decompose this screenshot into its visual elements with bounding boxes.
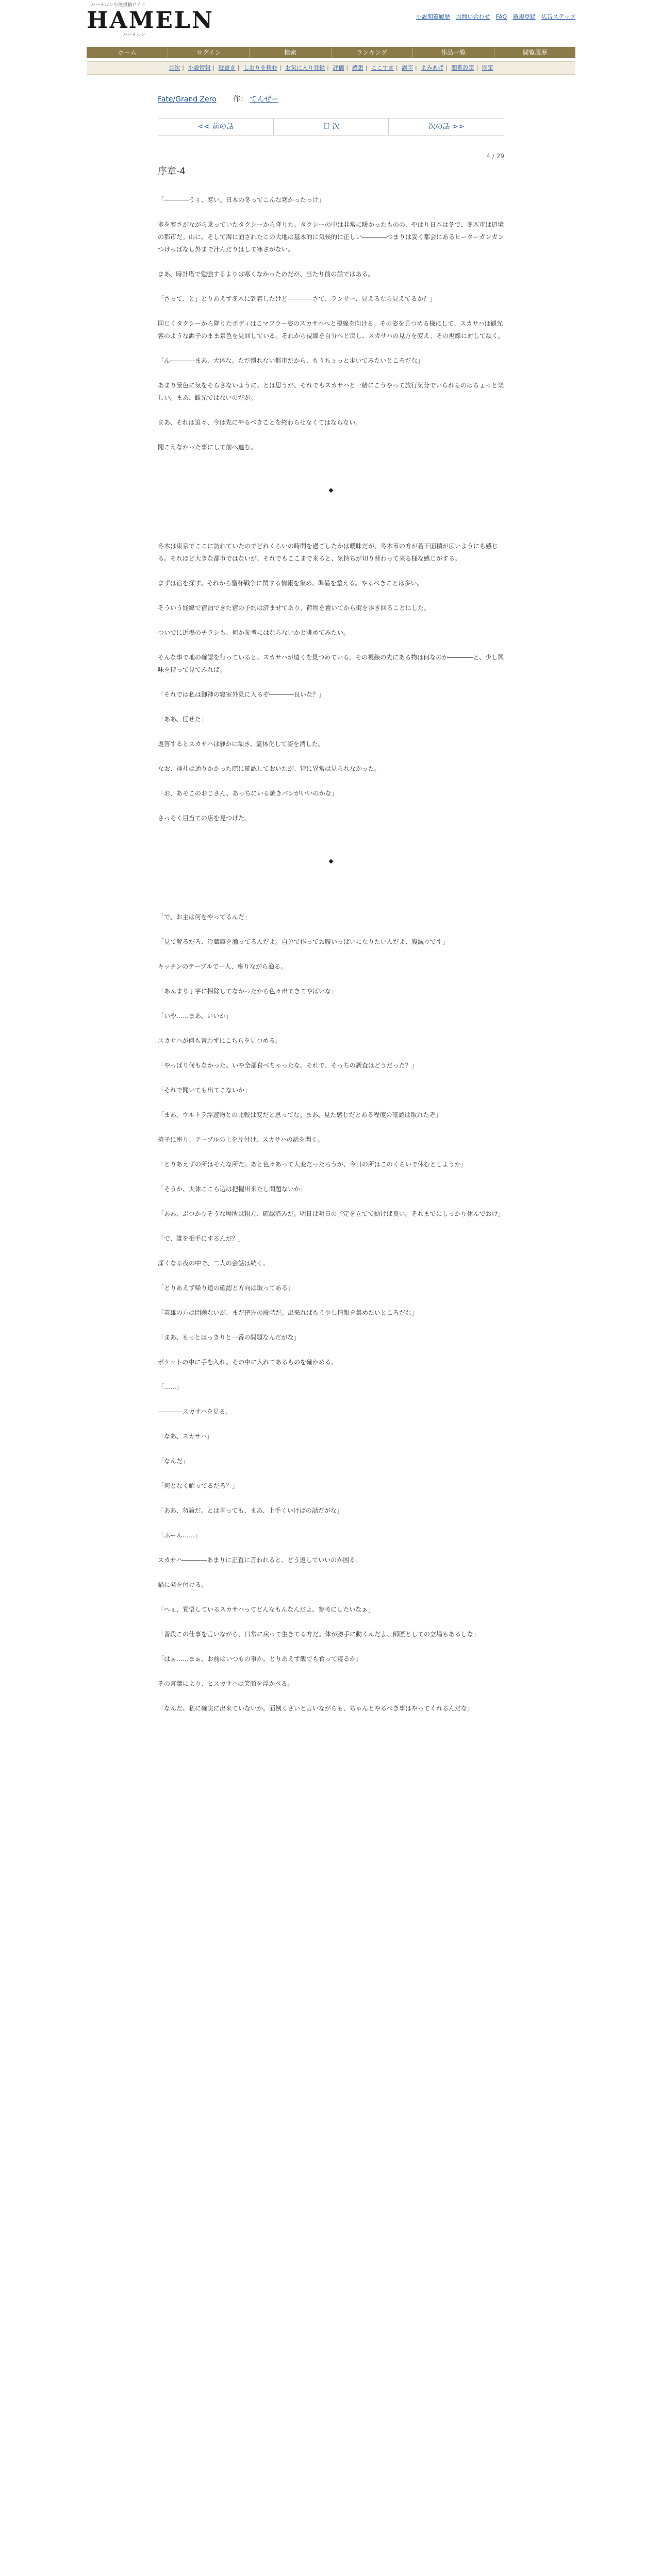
- top-link-ads[interactable]: 広告ステップ: [541, 13, 575, 20]
- sub-toc[interactable]: 目次: [169, 64, 180, 71]
- body-paragraph: 「ふーん……」: [158, 1532, 202, 1539]
- novel-header: [158, 94, 504, 104]
- top-links: [412, 12, 575, 21]
- author-link[interactable]: てんぜー: [250, 95, 279, 104]
- sub-bookmark[interactable]: しおりを挟む: [243, 64, 277, 71]
- page-count: 4 / 29: [486, 152, 504, 160]
- body-paragraph: キッチンのテーブルで一人、座りながら漁る。: [158, 963, 287, 970]
- main-nav: [87, 47, 575, 58]
- section-divider: ◆: [328, 486, 334, 494]
- body-paragraph: 「さって、と」とりあえず冬木に到着したけど――――さて、ランサー、見えるなら見えてるか？」: [158, 295, 436, 302]
- body-paragraph: 「それでは私は御神の寝室外見に入るぞ――――良いな？」: [158, 691, 325, 698]
- nav-ranking[interactable]: ランキング: [332, 47, 413, 58]
- body-paragraph: なお、神社は通りかかった際に確認しておいたが、特に異常は見られなかった。: [158, 765, 381, 772]
- body-paragraph: ついでに近場のチラシも、何か参考にはならないかと眺めてみたい。: [158, 629, 350, 636]
- body-paragraph: 「ああ、勿論だ。とは言っても、まあ、上手くいけばの話だがな」: [158, 1507, 343, 1514]
- next-chapter-button[interactable]: 次の話 >>: [428, 123, 465, 131]
- nav-login[interactable]: ログイン: [168, 47, 250, 58]
- body-paragraph: 深くなる夜の中で、二人の会話は続く。: [158, 1260, 269, 1267]
- chapter-body: [158, 194, 504, 1727]
- body-paragraph: 「まあ、もっとはっきりと一番の問題なんだがな」: [158, 1334, 300, 1341]
- body-paragraph: あまり景色に気をそらさないように、とは思うが、それでもスカサハと一緒にこうやって旅行気分でいられるのはちょっと楽しい。まあ、観光ではないのだが。: [158, 382, 504, 401]
- logo-subtitle: ハーメルン小説投稿サイト: [91, 3, 146, 8]
- body-paragraph: 「あんまり丁寧に掃除してなかったから色々出てきてやばいな」: [158, 988, 338, 995]
- body-paragraph: 冬木は東京でここに訪れていたのでどれくらいの時間を過ごしたかは曖昧だが、冬木市の方が若干面積が広いようにも感じる。それほど大きな都市ではないが、それでもここまで来ると、気持ちが切り替わって来る様な感じがする。: [158, 543, 499, 562]
- site-header: [0, 0, 662, 43]
- chapter-pager: [158, 118, 504, 135]
- sub-comment[interactable]: 感想: [352, 64, 363, 71]
- sub-typo[interactable]: 誤字: [402, 64, 413, 71]
- body-paragraph: 「ああ、ぶつかりそうな場所は粗方、確認済みだ。明日は明日の予定を立てて動けば良い。それまでにしっかり休んでおけ」: [158, 1210, 504, 1217]
- body-paragraph: スカサハが何も言わずにこちらを見つめる。: [158, 1037, 282, 1044]
- sub-nav: 目次 | 小説情報 | 縦書き | しおりを挟む | お気に入り登録 | 評価 | 感想 | ここすき | 誤字 | よみあげ | 閲覧設定 | 固定: [87, 61, 575, 75]
- body-paragraph: 椅子に座り、テーブルの上を片付け、スカサハの話を聞く。: [158, 1136, 324, 1143]
- body-paragraph: 「英雄の方は問題ないが、まだ把握の段階だ。出来ればもう少し情報を集めたいところだな」: [158, 1309, 418, 1316]
- toc-button[interactable]: 目 次: [274, 118, 389, 135]
- sub-settings[interactable]: 閲覧設定: [451, 64, 474, 71]
- nav-home[interactable]: ホーム: [87, 47, 168, 58]
- chapter-title: 序章-4: [158, 166, 186, 177]
- body-paragraph: 「そうか、大体ここら辺は把握出来たし問題ないか」: [158, 1185, 307, 1193]
- sub-vertical[interactable]: 縦書き: [218, 64, 236, 71]
- body-paragraph: 「それで聞いても出てこないか」: [158, 1087, 251, 1094]
- body-paragraph: 「ん――――まあ、大体な。ただ慣れない都市だから、もうちょっと歩いてみたいところだな」: [158, 357, 424, 364]
- body-paragraph: 「……」: [158, 1383, 183, 1391]
- body-paragraph: その言葉により、ヒスカサハは笑顔を浮かべる。: [158, 1680, 294, 1687]
- body-paragraph: 「やっぱり何もなかった。いや全部食べちゃったな。それで、そっちの調査はどうだった？」: [158, 1062, 418, 1069]
- novel-title[interactable]: Fate/Grand Zero: [158, 95, 217, 104]
- nav-history[interactable]: 閲覧履歴: [522, 49, 548, 56]
- body-paragraph: 「へぇ、覚悟しているスカサハってどんなもんなんだよ。参考にしたいなぁ」: [158, 1606, 374, 1613]
- logo-tagline: ハーメルン: [123, 32, 146, 38]
- top-link-contact[interactable]: お問い合わせ: [456, 13, 490, 20]
- section-divider: ◆: [328, 857, 334, 865]
- body-paragraph: そんな事で地の確認を行っていると、スカサハが遠くを見つめている。その視線の先にある物は何なのか――――と、少し興味を持って見てみれば。: [158, 654, 504, 673]
- body-paragraph: 「で、お主は何をやってるんだ」: [158, 913, 251, 921]
- top-link-history[interactable]: 小説閲覧履歴: [416, 13, 450, 20]
- body-paragraph: そういう経緯で宿泊できた宿の予約は済ませてあり、荷物を置いてから街を歩き回ることにした。: [158, 604, 431, 612]
- body-paragraph: ポケットの中に手を入れ、その中に入れてあるものを確かめる。: [158, 1359, 338, 1366]
- body-paragraph: 鍋に発を付ける。: [158, 1581, 208, 1588]
- top-link-register[interactable]: 新規登録: [512, 13, 536, 20]
- prev-chapter-button[interactable]: << 前の話: [158, 118, 274, 135]
- body-paragraph: 「はぁ……まぁ、お前はいつもの事か。とりあえず飯でも食って寝るか」: [158, 1655, 362, 1663]
- sub-rate[interactable]: 評価: [333, 64, 344, 71]
- body-paragraph: 「普段この仕事を言いながら、日常に戻って生きてる方だ。体が勝手に動くんだよ、師匠としての立場もあるしな」: [158, 1631, 480, 1638]
- body-paragraph: 「まあ、ウルトラ浮遊物との比較は変だと思ってな。まあ、見た感じだとある程度の確認は取れたぞ」: [158, 1111, 442, 1118]
- body-paragraph: 聞こえなかった事にして前へ進む。: [158, 444, 257, 451]
- author-label: 作：: [233, 95, 248, 104]
- body-paragraph: 「何となく解ってるだろ？」: [158, 1482, 239, 1489]
- nav-works[interactable]: 作品一覧: [413, 47, 494, 58]
- body-paragraph: 「なあ、スカサハ」: [158, 1433, 213, 1440]
- nav-search[interactable]: 検索: [250, 47, 331, 58]
- sub-fix[interactable]: 固定: [482, 64, 493, 71]
- body-paragraph: スカサハ――――あまりに正直に言われると、どう返していいのか困る。: [158, 1556, 362, 1564]
- body-paragraph: 「なんだ」: [158, 1458, 189, 1465]
- body-paragraph: 「いや……まあ、いいか」: [158, 1012, 232, 1020]
- body-paragraph: 「お、あそこのおじさん、あっちにいる焼きパンがいいのかな」: [158, 790, 338, 797]
- body-paragraph: 「とりあえずの所はそんな所だ。あと色々あって大変だったろうが、今日の所はこのくらいで休むとしようか」: [158, 1161, 467, 1168]
- body-paragraph: 「見て解るだろ、冷蔵庫を漁ってるんだよ。自分で作ってお腹いっぱいになりたいんだよ、腹減りです」: [158, 938, 449, 945]
- body-paragraph: まずは宿を探す。それから聖杯戦争に関する情報を集め、準備を整える。やるべきことは多い。: [158, 580, 423, 587]
- sub-favorite[interactable]: お気に入り登録: [285, 64, 325, 71]
- body-paragraph: 「ああ、任せた」: [158, 716, 207, 723]
- body-paragraph: 多を寒さがながら乗っていたタクシーから降りた。タクシーの中は非常に暖かったものの、やはり日本は冬で、冬木市は辺境の都市だ。山に、そして海に面されたこの大地は基本的に気候的に正しい――――つまりは妥く都会にあるヒーターガンガンつけっぱなし外まで汁んだりはして寒さがない。: [158, 221, 504, 253]
- sub-readaloud[interactable]: よみあげ: [421, 64, 444, 71]
- body-paragraph: まあ、それは追々、今は先にやるべきことを終わらせなくてはならない。: [158, 419, 362, 426]
- body-paragraph: 「とりあえず帰り道の確認と方向は取ってある」: [158, 1284, 294, 1292]
- body-paragraph: 同じくタクシーから降りたボディはこマフラー姿のスカサハへと視線を向ける。その姿を見つめる様にして、スカサハは観光客のような調子のまま景色を見回している。それから視線を自分へと戻し、スカサハの見方を変え、その視線に対して頷く。: [158, 320, 504, 340]
- site-logo[interactable]: HAMELN: [87, 7, 214, 33]
- top-link-faq[interactable]: FAQ: [495, 13, 507, 20]
- body-paragraph: 「なんだ、私に確実に出来ていないか。面倒くさいと言いながらも、ちゃんとやるべき事はやってくれるんだな」: [158, 1705, 474, 1712]
- body-paragraph: 「――――うぅ、寒い。日本の冬ってこんな寒かったっけ」: [158, 196, 325, 204]
- sub-like[interactable]: ここすき: [371, 64, 394, 71]
- body-paragraph: ――――スカサハを見る。: [158, 1408, 232, 1415]
- body-paragraph: 返答するとスカサハは静かに頷き、霊体化して姿を消した。: [158, 740, 324, 748]
- sub-info[interactable]: 小説情報: [188, 64, 211, 71]
- body-paragraph: さっそく目当ての店を見つけた。: [158, 815, 251, 822]
- body-paragraph: 「で、誰を相手にするんだ？」: [158, 1235, 244, 1242]
- body-paragraph: まあ、時計塔で勉強するよりは寒くなかったのだが、当たり前の話ではある。: [158, 270, 374, 278]
